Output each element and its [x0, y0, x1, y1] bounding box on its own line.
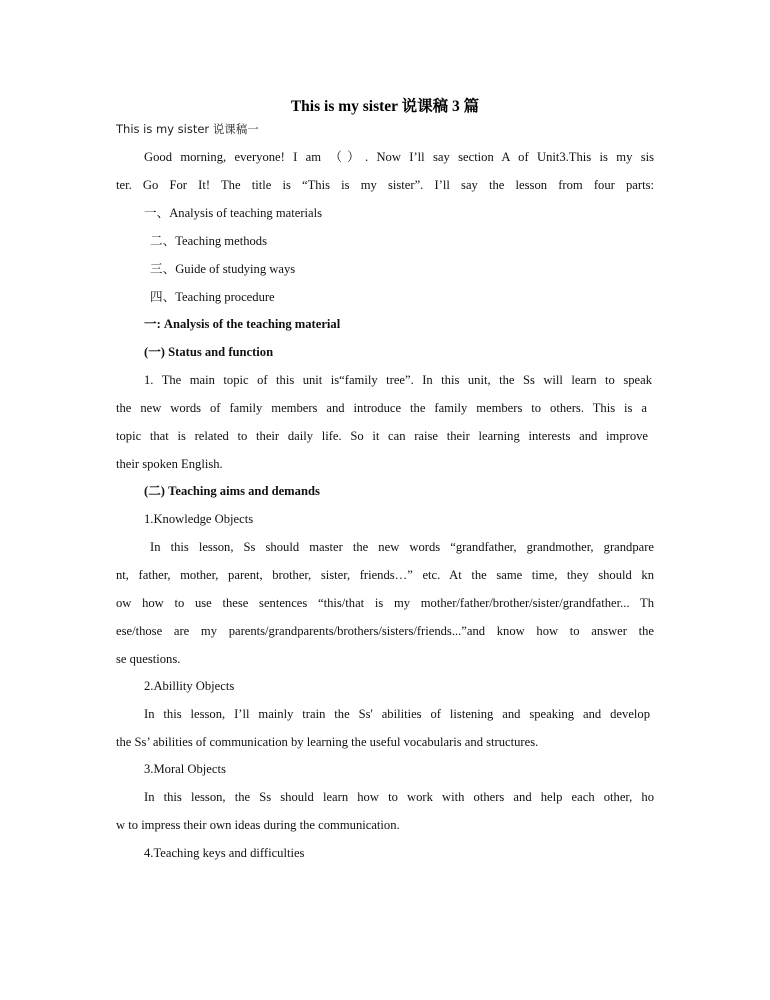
paragraph-line: Good morning, everyone! I am （）. Now I’ll say section A of Unit3.This is my sis — [144, 150, 654, 164]
subsection-heading: (二) Teaching aims and demands — [144, 484, 320, 498]
outline-item: 二、Teaching methods — [150, 234, 267, 248]
outline-item: 四、Teaching procedure — [150, 290, 275, 304]
paragraph-line: the new words of family members and introduce the family members to others. This is a — [116, 401, 647, 415]
paragraph-line: ow how to use these sentences “this/that is my mother/father/brother/sister/grandfather... Th — [116, 596, 654, 610]
paragraph-line: topic that is related to their daily life. So it can raise their learning interests and improve — [116, 429, 648, 443]
paragraph-line: ese/those are my parents/grandparents/brothers/sisters/friends...”and know how to answer the — [116, 624, 654, 638]
paragraph-line: In this lesson, the Ss should learn how to work with others and help each other, ho — [144, 790, 654, 804]
section-subtitle: This is my sister 说课稿一 — [116, 122, 259, 136]
paragraph-line: ter. Go For It! The title is “This is my sister”. I’ll say the lesson from four parts: — [116, 178, 654, 192]
section-heading: 一: Analysis of the teaching material — [144, 317, 341, 331]
item-heading: 2.Abillity Objects — [144, 679, 235, 693]
paragraph-line: In this lesson, I’ll mainly train the Ss' abilities of listening and speaking and develop — [144, 707, 650, 721]
paragraph-line: their spoken English. — [116, 457, 223, 471]
paragraph-line: nt, father, mother, parent, brother, sister, friends…” etc. At the same time, they should kn — [116, 568, 654, 582]
outline-item: 三、Guide of studying ways — [150, 262, 296, 276]
outline-item: 一、Analysis of teaching materials — [144, 206, 323, 220]
paragraph-line: the Ss’ abilities of communication by learning the useful vocabularis and structures. — [116, 735, 539, 749]
item-heading: 4.Teaching keys and difficulties — [144, 846, 305, 860]
paragraph-line: se questions. — [116, 652, 181, 666]
document-title: This is my sister 说课稿 3 篇 — [290, 98, 480, 115]
paragraph-line: 1. The main topic of this unit is“family tree”. In this unit, the Ss will learn to speak — [144, 373, 652, 387]
paragraph-line: w to impress their own ideas during the communication. — [116, 818, 400, 832]
item-heading: 1.Knowledge Objects — [144, 512, 254, 526]
item-heading: 3.Moral Objects — [144, 762, 226, 776]
subsection-heading: (一) Status and function — [144, 345, 274, 359]
paragraph-line: In this lesson, Ss should master the new words “grandfather, grandmother, grandpare — [150, 540, 654, 554]
